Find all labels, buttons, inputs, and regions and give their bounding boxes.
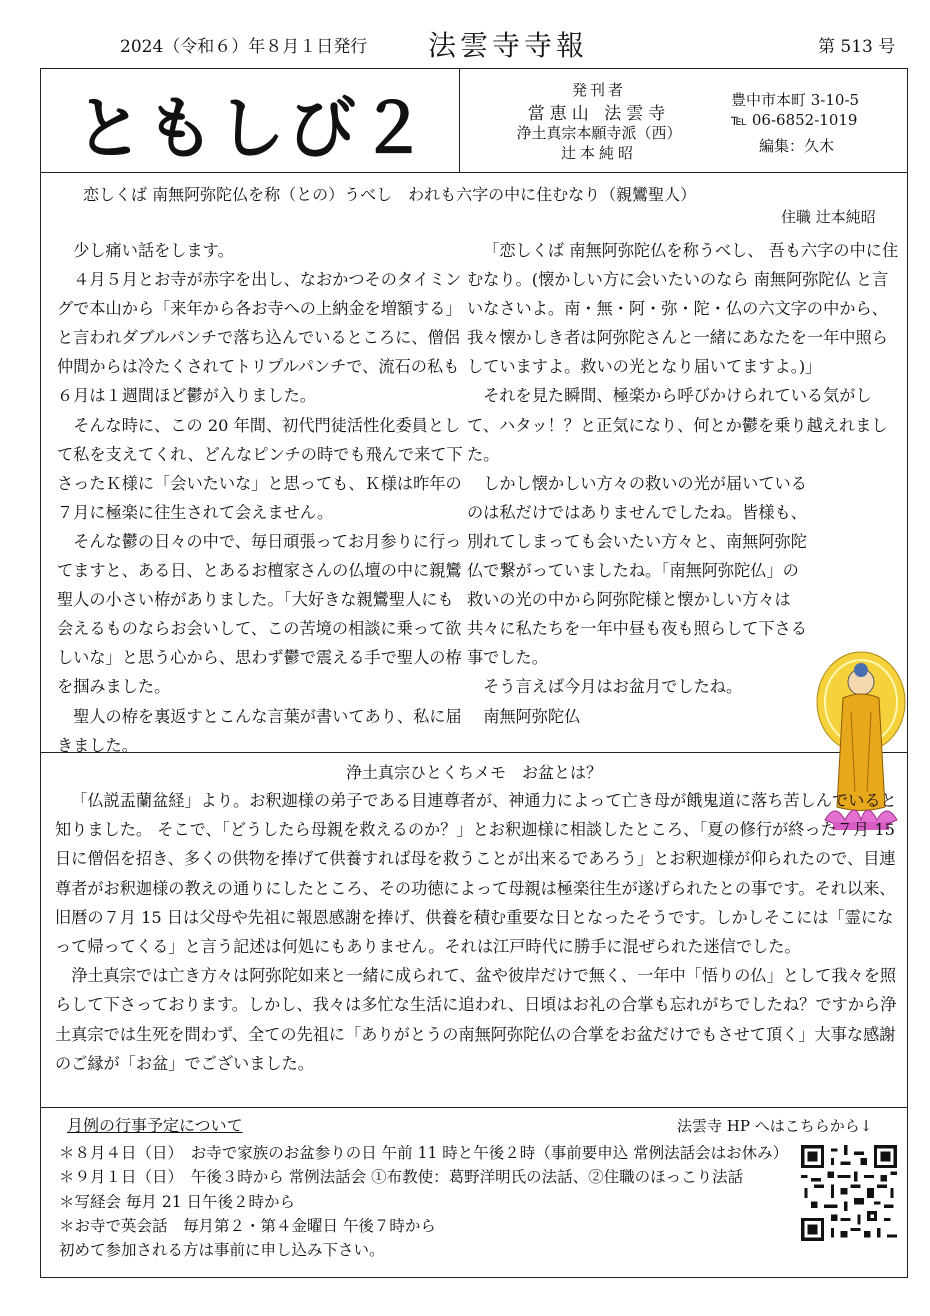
paper-title: 法雲寺寺報 [428,29,589,62]
publisher-label: 発刊者 [571,81,626,99]
paragraph: 少し痛い話をします。 [73,241,234,260]
logo-text: ともしび２ [75,89,431,169]
telephone: ℡ 06-6852-1019 [731,111,858,129]
memo-title: 浄土真宗ひとくちメモ お盆とは？ [345,763,602,782]
schedule-section [41,1107,907,1277]
publisher-name: 辻本純昭 [560,144,637,162]
paragraph: それを見た瞬間、極楽から呼びかけられている気がして、ハタッ！？と正気になり、何とか鬱を乗り越えれました。 [467,386,888,464]
header-row [41,69,907,173]
temple-name: 當恵山 法雲寺 [527,104,671,124]
homepage-label: 法雲寺 HP へはこちらから↓ [677,1117,873,1135]
newsletter-frame [40,68,908,1278]
paragraph: ４月５月とお寺が赤字を出し、なおかつそのタイミングで本山から「来年から各お寺への上納金を増額する」と言われダブルパンチで落ち込んでいるところに、僧侶仲間からは冷たくされてトリプルパンチで、流石の私も６月は１週間ほど鬱が入りました。 [57,270,462,406]
paragraph: 「仏説盂蘭盆経」より。お釈迦様の弟子である目連尊者が、神通力によって亡き母が餓鬼道に落ち苦しんでいると知りました。 そこで、「どうしたら母親を救えるのか？」とお釈迦様に相談したところ、「夏の修行が終った７月 15 日に僧侶を招き、多くの供物を捧げて供養すれば母を救うことが出来るであろう」とお釈迦様が仰られたので、目連尊者がお釈迦様の教えの通りにしたところ、その功徳によって母親は極楽往生が遂げられたとの事です。それ以来、旧暦の７月 15 日は父母や先祖に報恩感謝を捧げ、供養を積む重要な日となったそうです。しかしそこには「霊になって帰ってくる」と言う記述は何処にもありません。それは江戸時代に勝手に混ぜられた迷信でした。 [55,791,897,957]
article-left-column [57,236,465,760]
address-box [731,69,909,172]
memo-body [55,786,901,1078]
editor: 編集：久木 [759,137,835,155]
list-item: ＊写経会 毎月 21 日午後２時から [59,1192,296,1211]
paragraph: しかし懐かしい方々の救いの光が届いているのは私だけではありませんでしたね。皆様も、別れてしまっても会いたい方々と、南無阿弥陀仏で繋がっていましたね。「南無阿弥陀仏」の救いの光の中から阿弥陀様と懐かしい方々は共々に私たちを一年中昼も夜も照らして下さる事でした。 [467,473,807,668]
main-article [41,172,907,753]
list-item: 初めて参加される方は事前に申し込み下さい。 [59,1241,385,1260]
memo-section [41,752,907,1108]
paragraph: 「恋しくば 南無阿弥陀仏を称うべし、 吾も六字の中に住むなり。(懐かしい方に会いたいのなら 南無阿弥陀仏 と言いなさいよ。南・無・阿・弥・陀・仏の六文字の中から、我々懐かしき者は阿弥陀さんと一緒にあなたを一年中照らしていますよ。救いの光となり届いてますよ。)」 [467,241,899,377]
schedule-list [59,1141,849,1262]
schedule-title: 月例の行事予定について [67,1116,243,1135]
sect-name: 浄土真宗本願寺派（西） [516,124,682,142]
masthead [0,22,930,62]
article-quote: 恋しくば 南無阿弥陀仏を称（との）うべし われも六字の中に住むなり（親鸞聖人） [83,185,697,204]
address: 豊中市本町 3-10-5 [731,91,860,109]
logo-box [41,69,460,172]
paragraph: 聖人の栫を裏返すとこんな言葉が書いてあり、私に届きました。 [57,706,462,755]
qr-code-icon[interactable] [801,1145,897,1241]
paragraph: そんな鬱の日々の中で、毎日頑張ってお月参りに行ってますと、ある日、とあるお檀家さんの仏壇の中に親鸞聖人の小さい栫がありました。「大好きな親鸞聖人にも会えるものならお会いして、この苦境の相談に乗って欲しいな」と思う心から、思わず鬱で震える手で聖人の栫を掴みました。 [57,531,462,697]
paragraph: 南無阿弥陀仏 [483,706,581,726]
publisher-box [459,69,739,172]
paragraph: そう言えば今月はお盆月でしたね。 [483,677,743,697]
list-item: ＊お寺で英会話 毎月第２・第４金曜日 午後７時から [59,1216,436,1235]
list-item: ＊９月１日（日） 午後３時から 常例法話会 ①布教使：葛野洋明氏の法話、②住職のほっこり法話 [59,1168,744,1187]
issue-date: 2024（令和６）年８月１日発行 [120,37,368,57]
list-item: ＊８月４日（日） お寺で家族のお盆参りの日 午前 11 時と午後２時（事前要申込 常例法話会はお休み） [59,1144,789,1162]
paragraph: そんな時に、この 20 年間、初代門徒活性化委員として私を支えてくれ、どんなピンチの時でも飛んで来て下さったＫ様に「会いたいな」と思っても、Ｋ様は昨年の７月に極楽に往生されて会えません。 [57,415,463,522]
paragraph: 浄土真宗では亡き方々は阿弥陀如来と一緒に成られて、盆や彼岸だけで無く、一年中「悟りの仏」として我々を照らして下さっております。しかし、我々は多忙な生活に追われ、日頃はお礼の合掌も忘れがちでしたね？ですから浄土真宗では生死を問わず、全ての先祖に「ありがとうの南無阿弥陀仏の合掌をお盆だけでもさせて頂く」大事な感謝のご縁が「お盆」でございました。 [55,966,897,1073]
issue-number: 第 513 号 [818,37,896,57]
article-author: 住職 辻本純昭 [781,208,876,226]
